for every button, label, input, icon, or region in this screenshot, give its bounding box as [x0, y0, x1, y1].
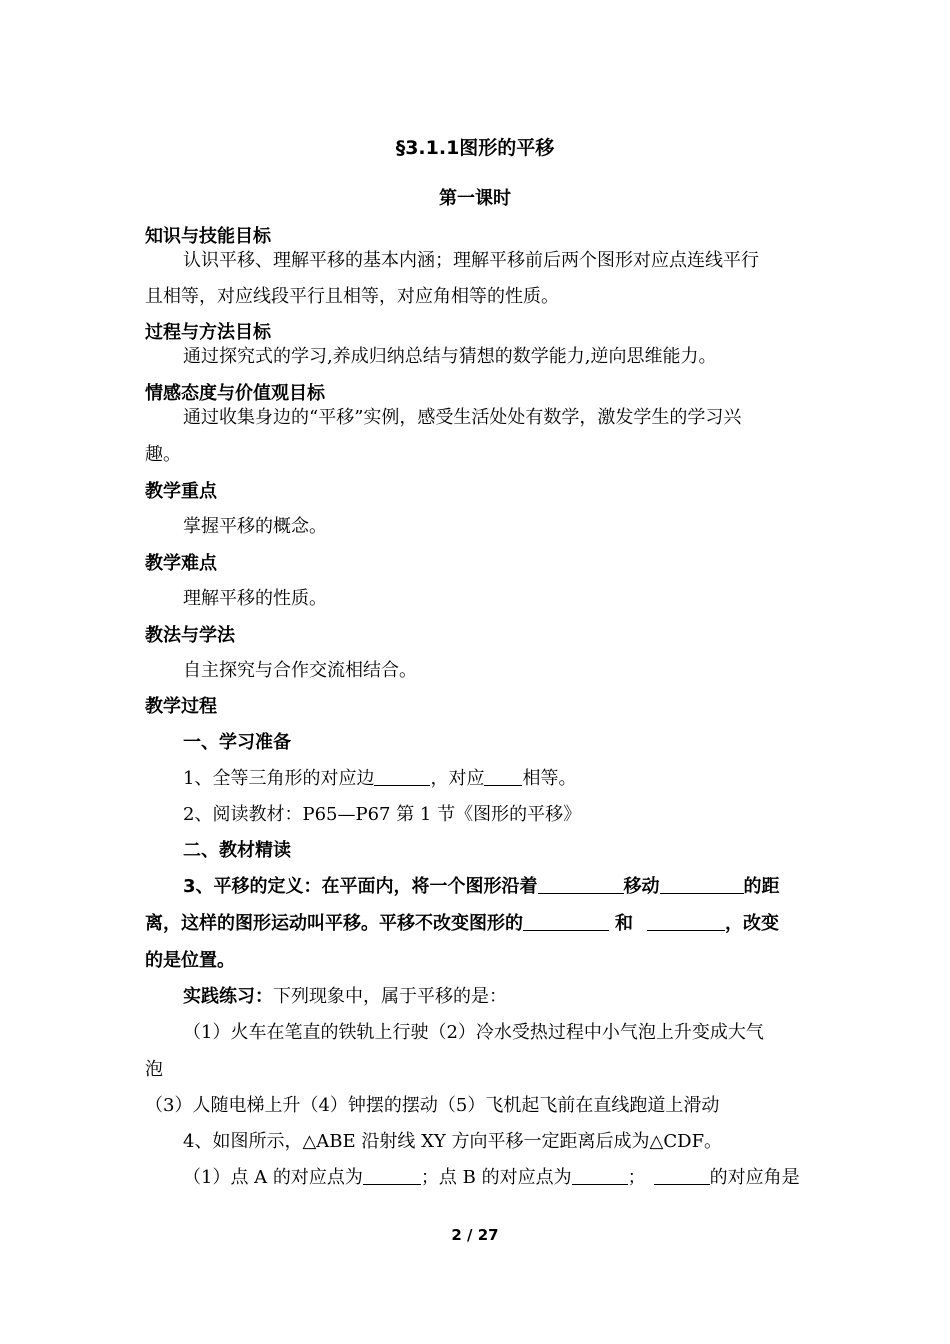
item-4-part-b: ；点 B 的对应点为: [420, 1167, 572, 1188]
definition-part-d: 离，这样的图形运动叫平移。平移不改变图形的: [145, 913, 523, 934]
heading-key-point: 教学重点: [145, 481, 217, 502]
item-4-part-c: ；: [627, 1167, 646, 1188]
fill-blank[interactable]: [374, 767, 430, 786]
fill-blank[interactable]: [523, 912, 609, 931]
heading-procedure: 教学过程: [145, 696, 217, 717]
heading-reading: 二、教材精读: [183, 840, 291, 861]
document-title: §3.1.1图形的平移: [395, 137, 555, 159]
fill-blank[interactable]: [572, 1166, 628, 1185]
definition-line-3: 的是位置。: [145, 950, 235, 971]
heading-difficulty: 教学难点: [145, 553, 217, 574]
knowledge-text-1: 认识平移、理解平移的基本内涵；理解平移前后两个图形对应点连线平行: [183, 250, 759, 271]
method-text: 自主探究与合作交流相结合。: [183, 660, 417, 681]
definition-part-e: 和: [615, 913, 633, 934]
prep-item-1-part-a: 1、全等三角形的对应边: [183, 768, 375, 789]
item-4-part-a: （1）点 A 的对应点为: [183, 1167, 363, 1188]
fill-blank[interactable]: [654, 1166, 710, 1185]
definition-part-b: 移动: [623, 876, 660, 897]
definition-part-f: ，改变: [725, 913, 779, 934]
heading-attitude: 情感态度与价值观目标: [145, 383, 325, 404]
key-point-text: 掌握平移的概念。: [183, 516, 327, 537]
item-4-question-1: [183, 1166, 800, 1190]
definition-line-2: [145, 912, 779, 936]
prep-item-1-part-b: ，对应: [430, 768, 485, 789]
attitude-text-1: 通过收集身边的“平移”实例，感受生活处处有数学，激发学生的学习兴: [183, 407, 742, 428]
fill-blank[interactable]: [484, 767, 522, 786]
item-4-part-d: 的对应角是: [709, 1167, 800, 1188]
page-number: 2 / 27: [451, 1226, 499, 1244]
heading-method: 教法与学法: [145, 625, 235, 646]
practice-text: 下列现象中，属于平移的是：: [273, 986, 507, 1007]
heading-knowledge: 知识与技能目标: [145, 226, 271, 247]
practice-label: 实践练习：: [183, 986, 273, 1007]
prep-item-2: 2、阅读教材：P65—P67 第 1 节《图形的平移》: [183, 804, 582, 825]
prep-item-1: [183, 767, 576, 791]
fill-blank[interactable]: [363, 1166, 421, 1185]
fill-blank[interactable]: [660, 875, 744, 894]
knowledge-text-2: 且相等，对应线段平行且相等，对应角相等的性质。: [145, 286, 559, 307]
phenomena-line-2: （3）人随电梯上升（4）钟摆的摆动（5）飞机起飞前在直线跑道上滑动: [145, 1095, 720, 1116]
difficulty-text: 理解平移的性质。: [183, 588, 327, 609]
definition-line-1: [183, 875, 780, 899]
attitude-text-2: 趣。: [145, 444, 181, 465]
phenomena-line-1-cont: 泡: [145, 1059, 163, 1080]
heading-process: 过程与方法目标: [145, 322, 271, 343]
prep-item-1-part-c: 相等。: [522, 768, 577, 789]
process-text-1: 通过探究式的学习,养成归纳总结与猜想的数学能力,逆向思维能力。: [183, 346, 717, 367]
fill-blank[interactable]: [647, 912, 725, 931]
fill-blank[interactable]: [538, 875, 624, 894]
phenomena-line-1: （1）火车在笔直的铁轨上行驶（2）冷水受热过程中小气泡上升变成大气: [183, 1022, 764, 1043]
practice-line: [183, 985, 507, 1009]
definition-part-c: 的距: [743, 876, 780, 897]
document-subtitle: 第一课时: [439, 188, 511, 209]
item-4: 4、如图所示，△ABE 沿射线 XY 方向平移一定距离后成为△CDF。: [183, 1131, 723, 1152]
definition-part-a: 3、平移的定义：在平面内，将一个图形沿着: [183, 876, 538, 897]
heading-prep: 一、学习准备: [183, 732, 291, 753]
